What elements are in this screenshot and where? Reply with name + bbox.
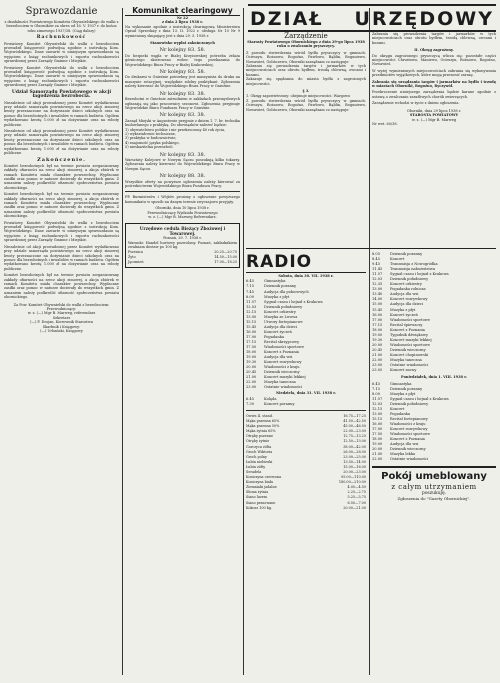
table-cell-item: Otręby pszenne [246, 434, 274, 439]
place-date: Oborniki, dnia 10 lipca 1938 r. [155, 206, 210, 211]
schedule-time: 23.05 [372, 368, 383, 373]
section-heading: II. Okręg zagrożony. [414, 48, 454, 53]
list-item: 2) wykształcenie techniczne, [125, 131, 176, 136]
section-heading: Rachunkowość [36, 35, 87, 41]
schedule-time: 19.30 [372, 337, 383, 342]
schedule-program: Koncert [390, 406, 405, 411]
table-cell-price: 41.50—42.50 [343, 419, 366, 424]
paragraph: Z powodu stwierdzenia wśród bydła pryszczycy w gminach: Ocieszyn, Rożnowo, Rogoźno, Pawłowo, Bąblin, Boguniewo, Nowawieś, Golińczewo, Oborniki zarządzam co następuje: [246, 50, 366, 64]
schedule-program: Audycja dla wsi [390, 292, 419, 297]
schedule-program: Koncert nocny [390, 368, 417, 373]
table-cell-price: 16.75—17.25 [343, 413, 366, 418]
schedule-program: Audycja dla wsi [264, 355, 293, 360]
article-title: Zarządzenie [284, 32, 328, 40]
schedule-time: 8.45 [372, 257, 381, 262]
table-cell-price: 20.00—21.00 [343, 505, 366, 510]
column-rule [369, 8, 370, 675]
schedule-row [246, 402, 366, 407]
radio-day: Sobota, dnia 30. VII. 1938 r. [278, 274, 334, 278]
schedule-time: 11.57 [246, 299, 257, 304]
schedule-program: Koncert rozrywkowy [264, 360, 302, 365]
schedule-time: 8.00 [246, 294, 255, 299]
schedule-program: Audycja dla poborowych [264, 289, 309, 294]
schedule-program: Recital skrzypcowy [264, 339, 300, 344]
schedule-time: 7.15 [246, 284, 255, 289]
schedule-time: 9.45 [372, 262, 381, 267]
signature-name: w. z. (—) Mgr B. Marweg [411, 117, 457, 122]
divider [246, 248, 496, 249]
schedule-time: 13.00 [246, 314, 257, 319]
schedule-time: 17.00 [372, 426, 383, 431]
schedule-time: 13.00 [372, 287, 383, 292]
schedule-program: Wiadomości sportowe [390, 342, 430, 347]
cedula-table [128, 250, 237, 265]
table-cell-price: 38.00—42.00 [343, 444, 366, 449]
schedule-program: Gimnastyka [390, 381, 412, 386]
schedule-time: 15.00 [372, 302, 383, 307]
column-sprawozdanie [4, 6, 119, 677]
table-cell-item: Otręby żytnie [246, 439, 270, 444]
table-cell-item: Siano luzem [246, 495, 268, 500]
radio-schedule [246, 279, 366, 390]
cedula-title: Urzędowe ceduła Bieżący Zbożowej i Towarowej. [139, 226, 226, 237]
schedule-program: Sygnał czasu i hejnał z Krakowa [390, 272, 449, 277]
schedule-program: Dziennik poranny [390, 252, 423, 256]
schedule-time: 11.45 [372, 267, 383, 272]
section-heading: Stanowisko wypłat zakończonych [150, 41, 215, 46]
schedule-time: 19.00 [372, 442, 383, 447]
schedule-program: Koncert rozrywkowy [390, 297, 428, 302]
schedule-time: 13.40 [372, 292, 383, 297]
schedule-time: 8.05 [372, 252, 381, 256]
paragraph: Do drukarni w Gnieźnie potrzebny jest maszynista do druku na maszynie rotacyjnej, względnie zdolny praktykant. Zgłoszenia należy kierować do Wojewódzkiego Biura Pracy w Gnieźnie. [125, 75, 240, 89]
signature-office: STAROSTA POWIATOWY [409, 113, 459, 118]
table-cell-item: Kokosz 100 kg. [246, 505, 273, 510]
schedule-time: 12.35 [372, 282, 383, 287]
table-cell-item: Łubin niebieski [246, 459, 273, 464]
table-cell-price: 26.00—28.00 [343, 449, 366, 454]
table-cell-price: 6.50—7.00 [347, 500, 366, 505]
table-cell-price: 15.00—16.00 [343, 464, 366, 469]
schedule-program: Tygodnik dźwiękowy [390, 332, 428, 337]
schedule-program: Ostatnie wiadomości [390, 363, 428, 368]
schedule-program: Koncert chopinowski [390, 352, 429, 357]
paragraph: Warsztaty Kolejowe w Nowym Sączu poszukują kilku tokarzy. Zgłoszenia należy kierować do Wojewódzkiego Biura Pracy w Nowym Sączu. [125, 157, 240, 171]
document-number: Nr wet. 60/38. [372, 121, 398, 126]
schedule-time: 17.00 [246, 334, 257, 339]
paragraph: Wszystkie oferty na powyższe ogłoszenia należy kierować za pośrednictwem Wojewódzkiego Biura Funduszu Pracy. [125, 179, 240, 188]
paragraph: Komitet bezrobotnych był na terenie powiatu zorganizowany zakłady ofiarności na rzecz akcji zimowej, a akcja zbiórek w ramach Komitetu miała charakter powszechny. Wypłacane zasiłki oraz pomoc w naturze docierały do wszystkich gmin. Z uznaniem należy podkreślić ofiarność społeczeństwa powiatu obornickiego. [4, 192, 119, 219]
paragraph: Do bezpieki węgla w Bialej Krzyżowskiej potrzeba żelaza górniczego skierowano wobec tego przekazania do Wojewódzkiego Biura Pracy w Białej Krakowskiej. [125, 53, 240, 67]
schedule-program: Kolęda [264, 396, 277, 401]
table-cell-item: Słoma żytnia [246, 490, 269, 495]
schedule-program: Muzyka z płyt [390, 391, 416, 396]
schedule-program: Gimnastyka [264, 279, 286, 284]
schedule-program: Utwory fortepianowe [264, 319, 303, 324]
paragraph: Zakazuje się spędzania do miasta bydła z zagrożonych miejscowości. [246, 77, 366, 86]
table-cell-price: 12.75—13.25 [343, 434, 366, 439]
paragraph: W wyżej wymienionych miejscowościach zabrania się wykonywania przedmiotów wyjątkowych, które mogą przenosić zarazę. [372, 68, 496, 78]
ad-title: Pokój umeblowany [381, 471, 487, 483]
section-heading: § 3. [302, 89, 310, 94]
schedule-program: Dziennik wieczorny [390, 447, 426, 452]
schedule-time: 17.50 [372, 432, 383, 436]
masthead-right: URZĘDOWY [354, 8, 494, 30]
cedula-box [125, 223, 240, 268]
list-item: 1) obywatelstwo polskie i nie przekroczony 40 rok życia, [125, 127, 226, 132]
schedule-program: Muzyka z płyt [390, 307, 416, 312]
article-title: Sprawozdanie [25, 6, 98, 17]
signature-office: Przewodniczący Wydziału Powiatowego [147, 210, 218, 215]
issue-date: z dnia 2 lipca 1938 r. [161, 20, 204, 25]
table-cell-price: 180.00—210.00 [338, 480, 366, 485]
ad-contact: Zgłoszenia do "Gazety Obornickiej". [397, 495, 471, 501]
schedule-program: Dziennik południowy [264, 304, 303, 309]
schedule-time: 11.57 [372, 272, 383, 277]
schedule-row [246, 385, 366, 390]
table-cell-item: Koniczyna biała [246, 480, 274, 485]
column-radio-cont [372, 252, 496, 677]
schedule-time: 15.45 [246, 324, 257, 329]
ad-text: poszukuję. [421, 491, 447, 497]
schedule-time: 19.00 [246, 355, 257, 360]
schedule-time: 17.15 [246, 339, 257, 344]
schedule-program: Pogadanka [390, 411, 410, 416]
paragraph: Do okręgu zagrożonego pryszczycą wlicza się: pozostałe części miejscowości Chrustowo, Maniewo, Ocieszyn, Rożnowo, Rogoźno, Nowawieś. [372, 53, 496, 67]
schedule-program: Dziennik wieczorny [390, 347, 426, 352]
column-rule [122, 8, 123, 675]
paragraph: Zarządzenie wchodzi w życie z dniem ogłoszenia. [372, 101, 460, 106]
schedule-program: Koncert poranny [264, 401, 295, 406]
schedule-time: 6.45 [246, 279, 255, 284]
schedule-program: Koncert z Poznania [264, 350, 299, 355]
place-date: Oborniki, dnia 29 lipca 1938 r. [406, 108, 462, 113]
schedule-program: Sygnał czasu i hejnał z Krakowa [264, 299, 323, 304]
schedule-program: Koncert muzyki lekkiej [390, 337, 432, 342]
section-heading: Zakończenie. [37, 157, 86, 164]
table-cell-item: Mąka pszenna 65% [246, 419, 280, 424]
paragraph: Niezależnie od akcji prowadzonej przez Komitet wydatkowano przy udziale samorządu powiatowego na rzecz akcji zimowej kwoty przeznaczone na dożywianie dzieci szkolnych oraz na pomoc dla bezrobotnych i inwalidów w ramach budżetu. Ogółem wydatkowano kwotę 1.000 zł na dożywianie oraz na roboty publiczne. [4, 128, 119, 155]
article-intro: z działalności Powiatowego Komitetu Obywatelskiego do walki z bezrobociem w Oborników za okres od 16. V. 1937 r. do końca roku zimowego 1937/38. (Ciąg dalszy) [4, 20, 119, 33]
radio-schedule [246, 397, 366, 407]
signature-line: Skarbnik i Księgowy: [42, 324, 81, 329]
schedule-program: Ostatnie wiadomości [264, 385, 302, 390]
entry-number: Nr kolejny 83. 38. [159, 90, 206, 97]
schedule-program: Recital śpiewaczy [390, 322, 423, 327]
paragraph: Przekroczenie niniejszego zarządzenia będzie karane zgodnie z ustawą o zwalczaniu zaraźliwych chorób zwierzęcych. [372, 90, 496, 99]
schedule-program: Recital fortepianowy [390, 416, 428, 421]
signature-line: Przewodniczący: [46, 306, 77, 311]
table-row: Pszenica 20.25—20.75 [128, 249, 237, 254]
radio-day: Poniedziałek, dnia 1. VIII. 1938 r. [401, 375, 467, 380]
schedule-program: Wiadomości z kraju [264, 365, 300, 370]
schedule-program: Muzyka lekka [390, 452, 416, 457]
schedule-time: 21.00 [372, 452, 383, 457]
cedula-text: Warunki: Handel hurtowy pozwolony. Poznań, zakładnikiem zwalniam dostaw po 100 kg. [128, 240, 237, 250]
schedule-program: Dziennik poranny [390, 386, 423, 391]
table-cell-price: 12.50—13.00 [343, 439, 366, 444]
paragraph: Niezależnie od akcji prowadzonej przez Komitet wydatkowano przy udziale samorządu powiatowego na rzecz akcji zimowej kwoty przeznaczone na dożywianie dzieci szkolnych oraz na pomoc dla bezrobotnych i inwalidów w ramach budżetu. Ogółem wydatkowano kwotę 1.000 zł na dożywianie oraz na roboty publiczne. [4, 100, 119, 127]
schedule-time: 18.00 [372, 437, 383, 442]
schedule-program: Dziennik południowy [390, 401, 429, 406]
schedule-time: 12.03 [372, 401, 383, 406]
table-cell-item: Łubin żółty [246, 464, 266, 469]
entry-number: Nr kolejny 83. 58. [159, 69, 206, 76]
schedule-program: Ostatnie wiadomości [390, 457, 428, 462]
schedule-time: 12.03 [246, 304, 257, 309]
paragraph: Komitet bezrobotnych był na terenie powiatu zorganizowany zakłady ofiarności na rzecz akcji zimowej, a akcja zbiórek w ramach Komitetu miała charakter powszechny. Wypłacane zasiłki oraz pomoc w naturze docierały do wszystkich gmin. Z uznaniem należy podkreślić ofiarność społeczeństwa powiatu obornickiego. [4, 273, 119, 300]
schedule-time: 19.30 [246, 360, 257, 365]
paragraph: Komitet bezrobotnych był na terenie powiatu zorganizowany zakłady ofiarności na rzecz akcji zimowej, a akcja zbiórek w ramach Komitetu miała charakter powszechny. Wypłacane zasiłki oraz pomoc w naturze docierały do wszystkich gmin. Z uznaniem należy podkreślić ofiarność społeczeństwa powiatu obornickiego. [4, 163, 119, 190]
schedule-program: Wiadomości z kraju [390, 421, 426, 426]
paragraph: Zabrania się prowadzenia targów i jarmarków w tych miejscowościach oraz obrotu bydłem, trzodą chlewną, owcami i kozami. [246, 64, 366, 77]
schedule-time: 17.50 [246, 345, 257, 350]
table-cell-price: 45.00—46.50 [343, 424, 366, 429]
schedule-program: Dziennik poranny [264, 284, 297, 289]
table-cell-price: 4.00—4.50 [347, 485, 366, 490]
schedule-time: 21.00 [372, 352, 383, 357]
table-cell-item: Gorczyca żółta [246, 444, 272, 449]
schedule-program: Pogadanka rolnicza [390, 287, 426, 292]
schedule-program: Wiadomości sportowe [264, 345, 304, 350]
schedule-program: Koncert [390, 257, 405, 262]
schedule-time: 19.00 [372, 332, 383, 337]
table-cell-item: Owies II. stand. [246, 413, 273, 418]
classified-ad [372, 466, 496, 501]
table-cell-item: Siano prasowane [246, 500, 276, 505]
schedule-program: Koncert rozrywkowy [390, 426, 428, 431]
table-cell-price: 20.00—23.00 [343, 469, 366, 474]
schedule-program: Transmisja z Nowogródka [390, 262, 438, 267]
table-cell-price: 13.50—14.00 [343, 459, 366, 464]
paragraph: Powiatowy Komitet Obywatelski do walki z bezrobociem prowadził księgowość podwójną zgodnie z instrukcją Kom. Wojewódzkiego. Dane zawarte w niniejszym sprawozdaniu są wyjęciem z ksiąg rachunkowych i raportu rachunkowości sprawdzonej przez Zarządy Gminne i Miejskie. [4, 65, 119, 88]
schedule-time: 11.57 [372, 396, 383, 401]
signature-line: Sekretarz [52, 315, 71, 320]
paragraph: Bezrobotni w Gnieźnie zatrudnieni w zakładach przemysłowych ogłaszają się jako pracownicy sezonowi. Zgłoszenia przyjmuje Wojewódzkie Biuro Funduszu Pracy w Gnieźnie. [125, 97, 240, 110]
schedule-time: 8.00 [372, 391, 381, 396]
signature-line: w. z. (—) Mgr B. Marweg, referendarz [27, 311, 96, 316]
schedule-time: 18.00 [372, 327, 383, 332]
schedule-time: 7.15 [372, 386, 381, 391]
table-cell-price: 5.25—5.75 [347, 495, 366, 500]
price-table [246, 414, 366, 511]
schedule-time: 22.00 [372, 357, 383, 362]
schedule-program: Dziennik wieczorny [264, 370, 300, 375]
schedule-program: Koncert życzeń [264, 329, 292, 334]
schedule-program: Audycja dla dzieci [390, 302, 424, 307]
table-cell-price: 23.00—25.00 [343, 454, 366, 459]
schedule-program: Sygnał czasu i hejnał z Krakowa [390, 396, 449, 401]
masthead-left: DZIAŁ [250, 8, 324, 30]
schedule-program: Koncert z Poznania [390, 327, 425, 332]
schedule-program: Transmisja nabożeństwa [390, 267, 435, 272]
schedule-time: 16.00 [372, 312, 383, 317]
schedule-program: Dziennik południowy [390, 277, 429, 282]
signature-line: (—) Urbański, Księgowy [40, 329, 83, 333]
schedule-time: 12.15 [246, 309, 257, 314]
schedule-time: 22.00 [246, 380, 257, 385]
table-row: Jęczmień 17.00—18.25 [128, 259, 237, 264]
schedule-time: 15.15 [372, 416, 383, 421]
schedule-time: 20.00 [246, 365, 257, 370]
signature-heading: Za Pow. Komitet Obywatelski do walki z bezrobociem: [13, 302, 110, 307]
table-cell-item: Groch polny [246, 454, 267, 459]
schedule-program: Koncert z Poznania [390, 437, 425, 442]
schedule-time: 13.00 [372, 411, 383, 416]
table-cell-item: Mąka pszenna 50% [246, 424, 280, 429]
radio-schedule [372, 382, 496, 463]
table-cell-price: 95.00—110.00 [341, 475, 366, 480]
schedule-time: 18.00 [246, 350, 257, 355]
schedule-time: 15.45 [372, 307, 383, 312]
paragraph: Niezależnie od akcji prowadzonej przez Komitet wydatkowano przy udziale samorządu powiatowego na rzecz akcji zimowej kwoty przeznaczone na dożywianie dzieci szkolnych oraz na pomoc dla bezrobotnych i inwalidów w ramach budżetu. Ogółem wydatkowano kwotę 1.000 zł na dożywianie oraz na roboty publiczne. [4, 244, 119, 271]
schedule-time: 16.00 [372, 421, 383, 426]
ad-subtitle: z całym utrzymaniem [391, 483, 477, 492]
schedule-program: Koncert orkiestry [264, 309, 296, 314]
schedule-time: 7.30 [246, 401, 255, 406]
schedule-time: 7.45 [246, 289, 255, 294]
schedule-program: Muzyka z płyt [264, 294, 290, 299]
signature-line: (—) F. Drojan, Kierownik Starostwa [30, 320, 93, 325]
entry-number: Nr kolejny 83. 38. [159, 112, 206, 119]
entry-number: Nr kolejny 83. 58. [159, 47, 206, 54]
issue-number: Nr 22 [176, 16, 189, 20]
table-row: Żyto 14.50—15.00 [128, 254, 237, 259]
signature-name: w. z. (—) Mgr B. Marweg Referendarz. [148, 215, 217, 220]
cedula-place: Poznań, 29. 7. 1938 r. [163, 236, 202, 241]
schedule-time: 21.00 [246, 375, 257, 380]
schedule-row [372, 368, 496, 373]
column-komunikat [125, 6, 240, 677]
schedule-program: Muzyka taneczna [264, 380, 296, 385]
schedule-program: Wiadomości sportowe [390, 317, 430, 322]
paragraph: PP. Burmistrzów i Wójtów prosimy o ogłoszenie powyższego komunikatu w sposób na danym terenie zwyczajowo przyjęty. [125, 195, 240, 204]
paragraph: Zarząd Miejski w Augustowie przyjmie z dniem 1. 7. br. technika budowlanego z praktyką. Do obowiązków należeć będzie: [125, 118, 240, 128]
column-radio [246, 252, 366, 677]
schedule-time: 16.00 [246, 329, 257, 334]
entry-number: Nr kolejny 83. 38. [159, 151, 206, 158]
schedule-program: Muzyka ze Lwowa [264, 314, 298, 319]
schedule-program: Audycja dla dzieci [264, 324, 298, 329]
table-cell-item: Mąka żytnia 65% [246, 429, 276, 434]
table-cell-item: Koniczyna czerwona [246, 475, 282, 480]
schedule-time: 23.00 [246, 385, 257, 390]
list-item: 4) znajomość języka polskiego, [125, 140, 180, 145]
schedule-time: 6.45 [372, 381, 381, 386]
schedule-program: Pogadanka [264, 334, 284, 339]
table-row [246, 506, 366, 511]
schedule-row [372, 457, 496, 462]
schedule-time: 12.15 [372, 406, 383, 411]
schedule-time: 17.00 [372, 317, 383, 322]
paragraph: Zabrania się prowadzenia targów i jarmarków w tych miejscowościach oraz obrotu bydłem, trzodą chlewną, owcami i kozami. [372, 32, 496, 45]
schedule-program: Audycja dla wsi [390, 442, 419, 447]
radio-day: Niedziela, dnia 31. VII. 1938 r. [275, 391, 337, 396]
article-subtitle: Starosty Powiatowego Obornickiego z dnia 29-go lipca 1938 roku o zwalczaniu pryszczycy. [247, 40, 365, 49]
schedule-time: 20.00 [372, 447, 383, 452]
schedule-time: 14.00 [372, 297, 383, 302]
schedule-program: Koncert muzyki lekkiej [264, 375, 306, 380]
schedule-time: 22.00 [372, 457, 383, 462]
table-cell-price: 2.25—2.75 [347, 490, 366, 495]
list-item: 3) praktyka w budownictwie, [125, 136, 177, 141]
schedule-program: Koncert orkiestry [390, 282, 422, 287]
schedule-program: Koncert życzeń [390, 312, 418, 317]
column-rule [243, 8, 244, 675]
table-cell-item: Ziemniaki jadalne [246, 485, 277, 490]
table-cell-price: 22.00—23.00 [343, 429, 366, 434]
column-zarzadzenie-cont [372, 32, 496, 246]
paragraph: Zabrania się urządzania targów i jarmarków na bydło i trzodę w miastach Oborniki, Rogoźno, Ryczywół. [372, 79, 496, 89]
paragraph: Na wykonanie zgodnie z instrukcją clearingową Ministerstwa Opisał Sprzedaży z dnia 13. II. 1922 r. obsługa Nr 10 Nr 9 wymieniony skupujący jest z dnia 29. 5. 1938 r. [125, 24, 240, 38]
paragraph: Z powodu stwierdzenia wśród bydła pryszczycy w gminach: Ocieszyn, Rożnowo, Rogoźno, Pawłowo, Bąblin, Boguniewo, Nowawieś, Golińczewo, Oborniki zarządzam co następuje: [246, 98, 366, 112]
section-masthead [248, 4, 496, 32]
schedule-time: 20.45 [372, 347, 383, 352]
table-cell-item: Groch Wiktoria [246, 449, 273, 454]
section-heading: Udział Samorządu Powiatowego w akcji łagodzenia bezrobocia. [11, 89, 112, 100]
article-title: Komunikat clearingowy [125, 6, 240, 16]
schedule-time: 20.00 [372, 342, 383, 347]
paragraph: 1. Okręg zapowietrzony: obejmuje miejscowości: Wargowo [246, 94, 351, 99]
schedule-time: 12.03 [372, 277, 383, 282]
entry-number: Nr kolejny 88. 38. [159, 173, 206, 180]
schedule-program: Wiadomości sportowe [390, 432, 430, 436]
schedule-time: 23.00 [372, 363, 383, 368]
schedule-time: 20.45 [246, 370, 257, 375]
column-zarzadzenie [246, 32, 366, 246]
paragraph: Powiatowy Komitet Obywatelski do walki z bezrobociem prowadził księgowość podwójną zgodnie z instrukcją Kom. Wojewódzkiego. Dane zawarte w niniejszym sprawozdaniu są wyjęciem z ksiąg rachunkowych i raportu rachunkowości sprawdzonej przez Zarządy Gminne i Miejskie. [4, 41, 119, 64]
radio-schedule [372, 252, 496, 373]
list-item: 5) nieskazitelna przeszłość. [125, 145, 174, 150]
schedule-time: 6.45 [246, 396, 255, 401]
radio-title: RADIO [246, 252, 366, 273]
schedule-time: 15.15 [246, 319, 257, 324]
paragraph: Powiatowy Komitet Obywatelski do walki z bezrobociem prowadził księgowość podwójną zgodnie z instrukcją Kom. Wojewódzkiego. Dane zawarte w niniejszym sprawozdaniu są wyjęciem z ksiąg rachunkowych i raportu rachunkowości sprawdzonej przez Zarządy Gminne i Miejskie. [4, 220, 119, 243]
schedule-time: 17.15 [372, 322, 383, 327]
schedule-program: Muzyka taneczna [390, 357, 422, 362]
table-cell-item: Seradela [246, 469, 262, 474]
